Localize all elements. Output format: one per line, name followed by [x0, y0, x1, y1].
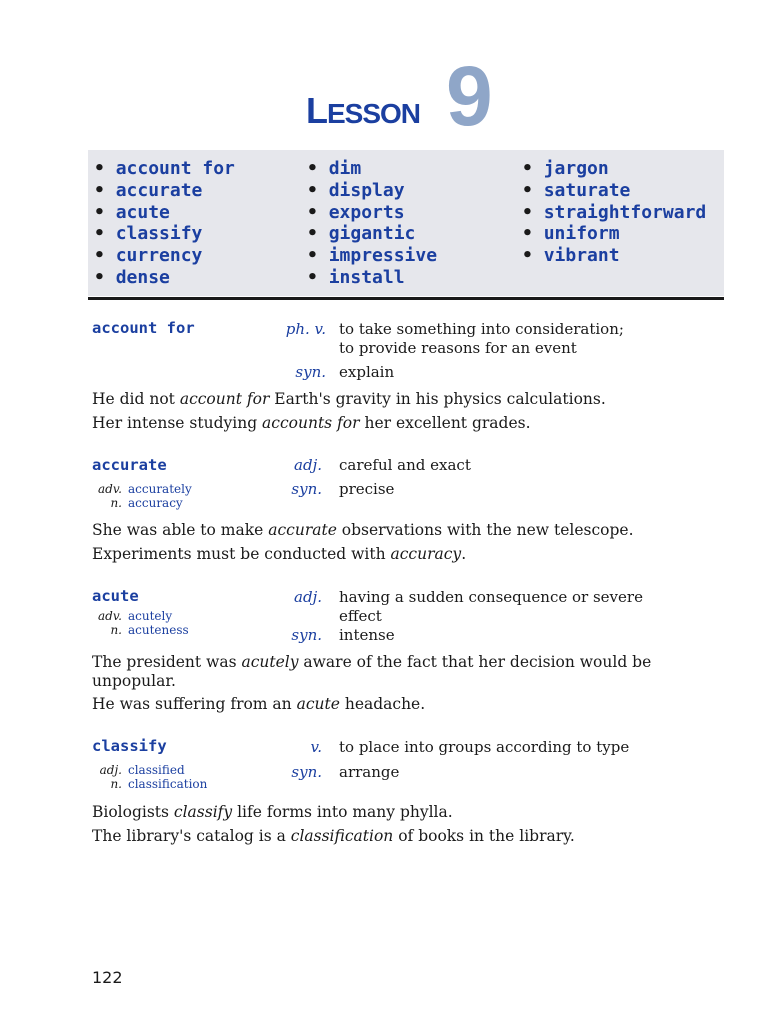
synonym: intense: [339, 626, 395, 644]
word-list-item: • gigantic: [307, 223, 437, 245]
synonym-label: syn.: [291, 626, 322, 644]
example-sentence: Her intense studying accounts for her excellent grades.: [92, 414, 531, 432]
part-of-speech: adj.: [294, 456, 322, 474]
part-of-speech: adj.: [294, 588, 322, 606]
word-list-item: • accurate: [94, 180, 235, 202]
definition: having a sudden consequence or severe effect: [339, 588, 643, 625]
part-of-speech: v.: [310, 738, 322, 756]
word-list-item: • jargon: [522, 158, 706, 180]
synonym: precise: [339, 480, 395, 498]
definition: careful and exact: [339, 456, 471, 474]
word-list-item: • install: [307, 267, 437, 289]
word-list-column-1: [94, 158, 235, 289]
definition: to place into groups according to type: [339, 738, 630, 756]
derivative: adv. accurately: [97, 482, 192, 496]
entry-word: account for: [92, 319, 195, 337]
synonym-label: syn.: [295, 363, 326, 381]
entry-word: accurate: [92, 456, 167, 474]
word-list-item: • account for: [94, 158, 235, 180]
derivative: n. acuteness: [110, 623, 189, 637]
word-list-column-2: [307, 158, 437, 289]
word-list-box: [88, 150, 724, 296]
synonym-label: syn.: [291, 763, 322, 781]
word-list-item: • currency: [94, 245, 235, 267]
example-sentence: He did not account for Earth's gravity in his physics calculations.: [92, 390, 606, 408]
synonym-label: syn.: [291, 480, 322, 498]
example-sentence: The library's catalog is a classification of books in the library.: [92, 827, 575, 845]
definition: to take something into consideration; to provide reasons for an event: [339, 320, 624, 357]
word-list-item: • impressive: [307, 245, 437, 267]
word-list-item: • dim: [307, 158, 437, 180]
word-list-column-3: [522, 158, 706, 267]
word-list-item: • uniform: [522, 223, 706, 245]
entry-word: acute: [92, 587, 139, 605]
word-list-item: • saturate: [522, 180, 706, 202]
example-sentence: She was able to make accurate observations with the new telescope.: [92, 521, 634, 539]
synonym: arrange: [339, 763, 400, 781]
lesson-header: [0, 49, 768, 143]
lesson-number: 9: [446, 49, 493, 143]
synonym: explain: [339, 363, 395, 381]
word-list-item: • straightforward: [522, 202, 706, 224]
example-sentence: Biologists classify life forms into many phylla.: [92, 803, 453, 821]
example-sentence: The president was acutely aware of the fact that her decision would be unpopular.: [92, 653, 652, 690]
word-list-item: • classify: [94, 223, 235, 245]
entry-word: classify: [92, 737, 167, 755]
derivative: adj. classified: [99, 763, 185, 777]
word-list-item: • dense: [94, 267, 235, 289]
derivative: adv. acutely: [97, 609, 173, 623]
word-list-item: • acute: [94, 202, 235, 224]
example-sentence: He was suffering from an acute headache.: [92, 695, 426, 713]
derivative: n. accuracy: [110, 496, 183, 510]
word-list-item: • display: [307, 180, 437, 202]
derivative: n. classification: [110, 777, 208, 791]
word-list-item: • exports: [307, 202, 437, 224]
lesson-title: LESSON: [306, 90, 421, 131]
word-list-item: • vibrant: [522, 245, 706, 267]
page-number: 122: [92, 968, 123, 987]
part-of-speech: ph. v.: [285, 320, 326, 338]
example-sentence: Experiments must be conducted with accuracy.: [92, 545, 467, 563]
divider: [88, 297, 724, 300]
